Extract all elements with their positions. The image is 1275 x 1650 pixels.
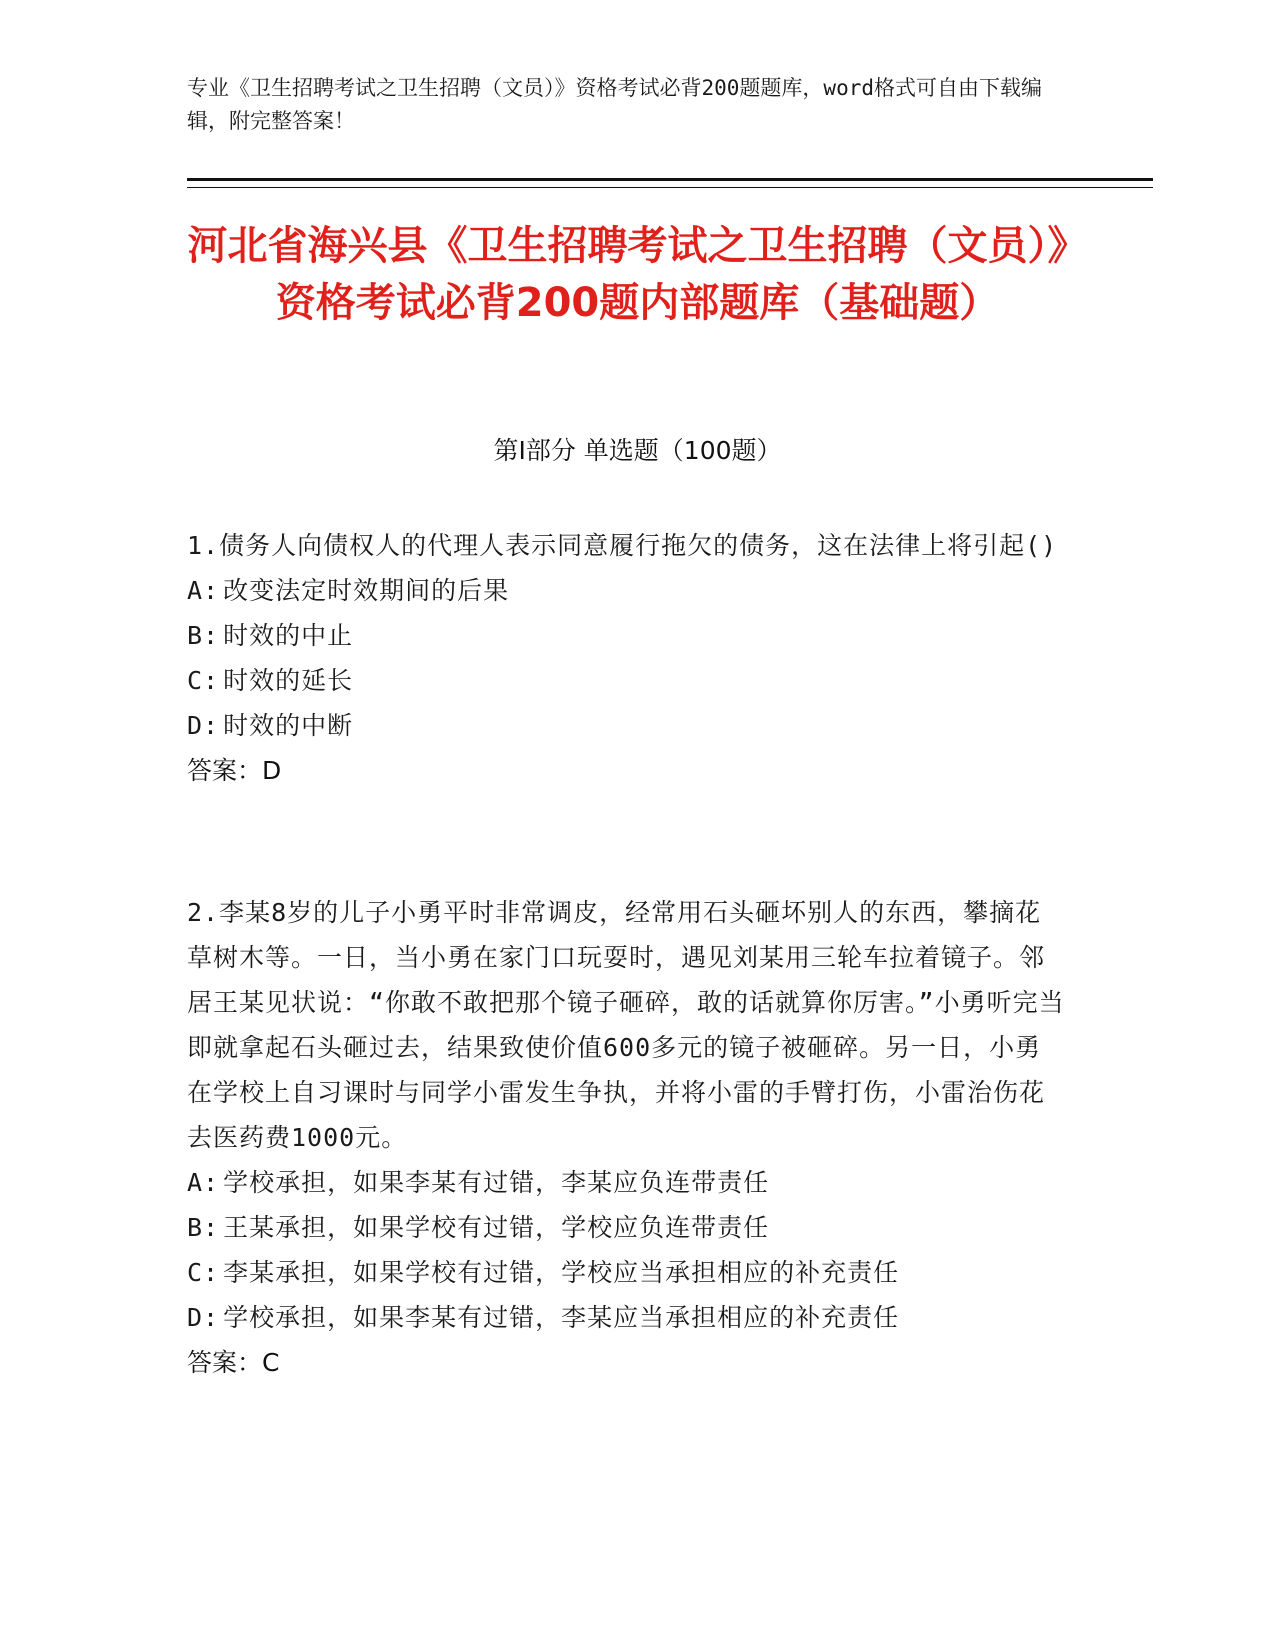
option-key: C:: [187, 1258, 220, 1287]
option-b: [187, 613, 1067, 658]
option-c: [187, 1250, 1067, 1295]
option-text: 时效的中断: [223, 711, 354, 740]
option-c: [187, 658, 1067, 703]
document-title: 河北省海兴县《卫生招聘考试之卫生招聘（文员）》资格考试必背200题内部题库（基础题）: [187, 223, 1088, 326]
option-a: [187, 1160, 1067, 1205]
option-text: 王某承担，如果学校有过错，学校应负连带责任: [223, 1213, 770, 1242]
option-key: A:: [187, 1168, 220, 1197]
option-d: [187, 703, 1067, 748]
option-text: 学校承担，如果李某有过错，李某应当承担相应的补充责任: [223, 1303, 900, 1332]
option-key: D:: [187, 1303, 220, 1332]
option-text: 时效的延长: [223, 666, 354, 695]
option-key: D:: [187, 711, 220, 740]
option-text: 学校承担，如果李某有过错，李某应负连带责任: [223, 1168, 770, 1197]
option-key: A:: [187, 576, 220, 605]
header-divider-thick: [187, 178, 1153, 181]
section-title: 第Ⅰ部分 单选题（100题）: [493, 436, 782, 465]
option-text: 改变法定时效期间的后果: [223, 576, 510, 605]
option-a: [187, 568, 1067, 613]
question-1: [187, 523, 1067, 793]
option-d: [187, 1295, 1067, 1340]
question-stem: 2.李某8岁的儿子小勇平时非常调皮，经常用石头砸坏别人的东西，攀摘花草树木等。一日，当小勇在家门口玩耍时，遇见刘某用三轮车拉着镜子。邻居王某见状说：“你敢不敢把那个镜子砸碎，敢的话就算你厉害。”小勇听完当即就拿起石头砸过去，结果致使价值600多元的镜子被砸碎。另一日，小勇在学校上自习课时与同学小雷发生争执，并将小雷的手臂打伤，小雷治伤花去医药费1000元。: [187, 898, 1065, 1152]
option-key: C:: [187, 666, 220, 695]
option-text: 时效的中止: [223, 621, 354, 650]
option-text: 李某承担，如果学校有过错，学校应当承担相应的补充责任: [223, 1258, 900, 1287]
question-2: [187, 890, 1067, 1385]
question-stem: 1.债务人向债权人的代理人表示同意履行拖欠的债务，这在法律上将引起(): [187, 531, 1058, 560]
answer: 答案：C: [187, 1348, 280, 1377]
header-divider-thin: [187, 187, 1153, 188]
answer: 答案：D: [187, 756, 282, 785]
option-b: [187, 1205, 1067, 1250]
header-note: 专业《卫生招聘考试之卫生招聘（文员）》资格考试必背200题题库，word格式可自由下载编辑，附完整答案！: [187, 76, 1042, 133]
option-key: B:: [187, 1213, 220, 1242]
option-key: B:: [187, 621, 220, 650]
